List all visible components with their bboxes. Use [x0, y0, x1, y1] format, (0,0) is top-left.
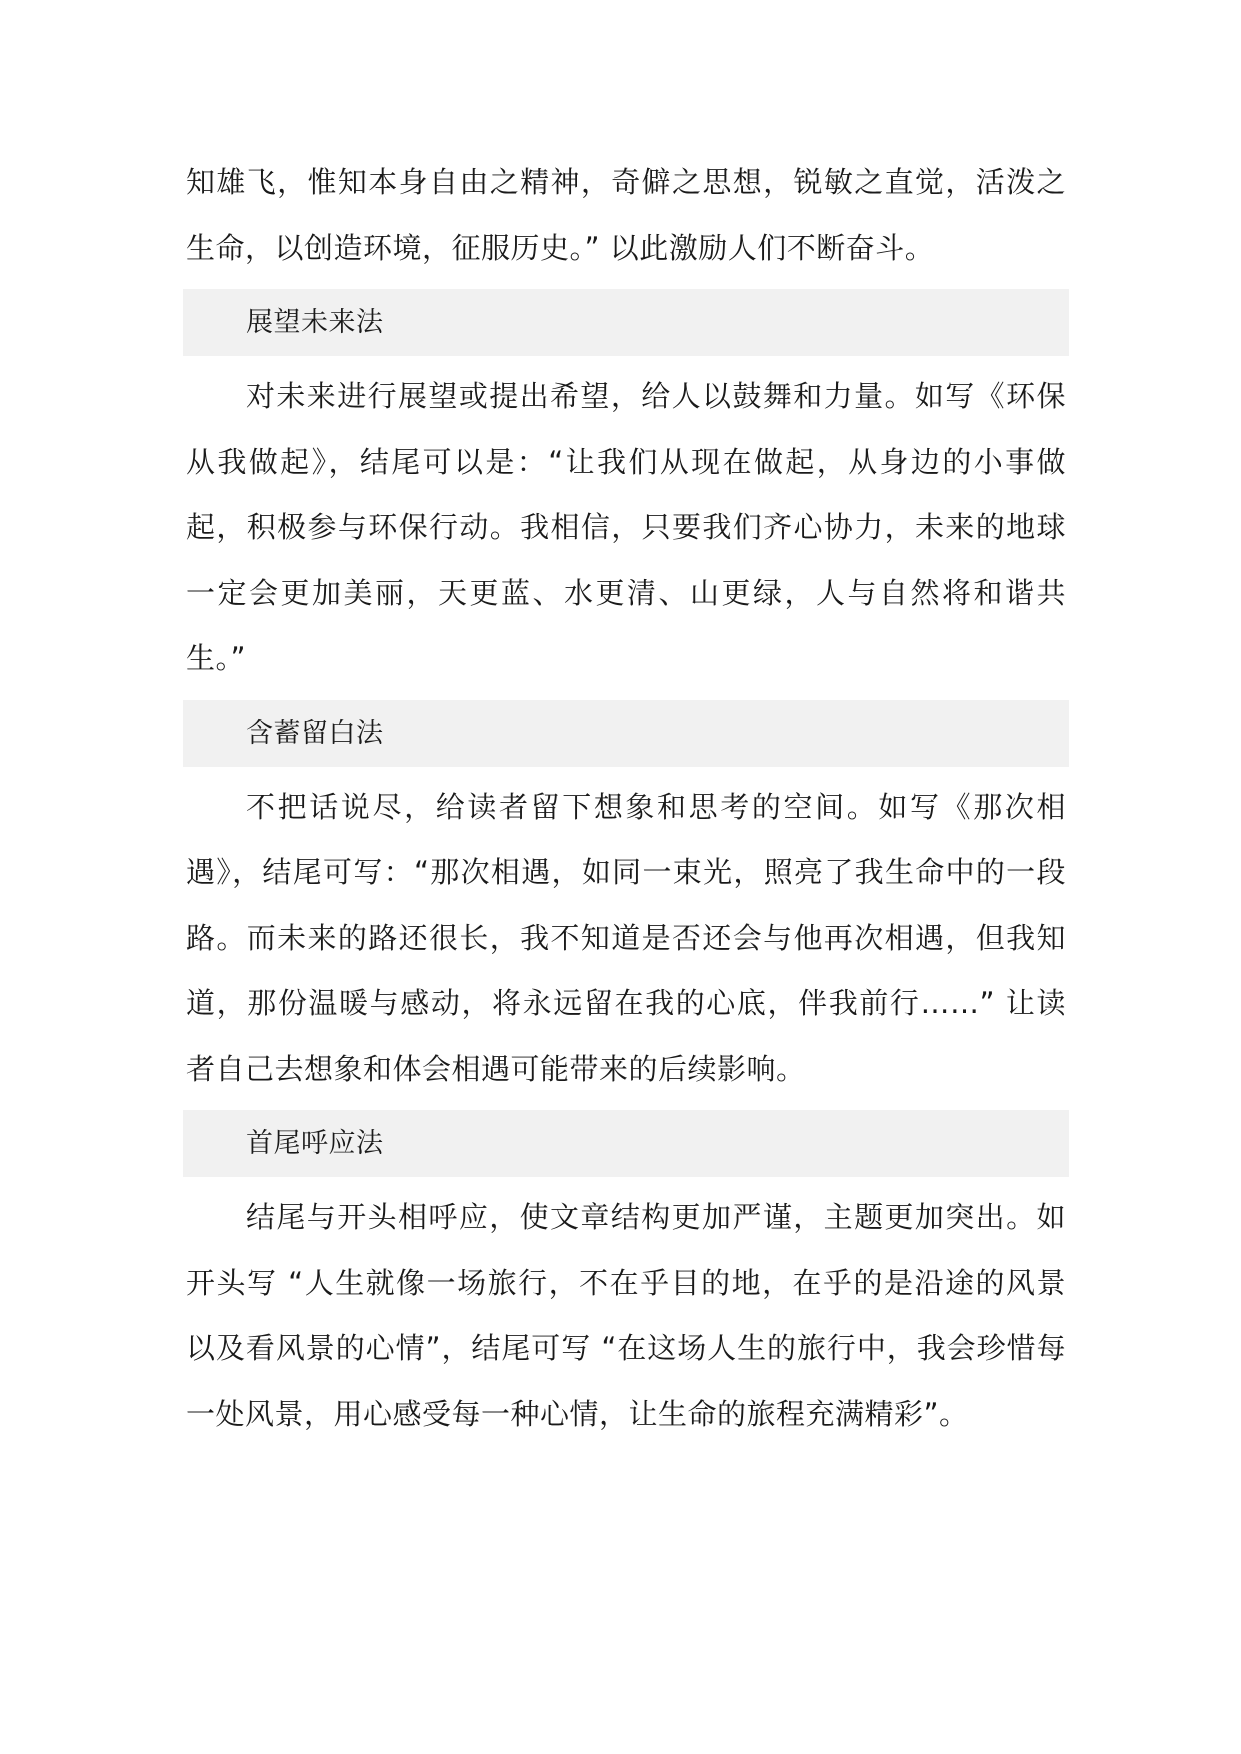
heading-implicit-blank: 含蓄留白法 [183, 700, 1069, 767]
document-page [186, 150, 1066, 1447]
paragraph-future-outlook: 对未来进行展望或提出希望，给人以鼓舞和力量。如写《环保从我做起》，结尾可以是：“让我们从现在做起，从身边的小事做起，积极参与环保行动。我相信，只要我们齐心协力，未来的地球一定会更加美丽，天更蓝、水更清、山更绿，人与自然将和谐共生。” [186, 379, 1066, 675]
heading-echo-beginning-end: 首尾呼应法 [183, 1110, 1069, 1177]
heading-future-outlook: 展望未来法 [183, 289, 1069, 356]
paragraph-intro-continuation: 知雄飞，惟知本身自由之精神，奇僻之思想，锐敏之直觉，活泼之生命，以创造环境，征服历史。” 以此激励人们不断奋斗。 [186, 165, 1066, 265]
paragraph-implicit-blank: 不把话说尽，给读者留下想象和思考的空间。如写《那次相遇》，结尾可写：“那次相遇，如同一束光，照亮了我生命中的一段路。而未来的路还很长，我不知道是否还会与他再次相遇，但我知道，那份温暖与感动，将永远留在我的心底，伴我前行……” 让读者自己去想象和体会相遇可能带来的后续影响。 [186, 789, 1066, 1086]
paragraph-echo-beginning-end: 结尾与开头相呼应，使文章结构更加严谨，主题更加突出。如开头写 “人生就像一场旅行，不在乎目的地，在乎的是沿途的风景以及看风景的心情”，结尾可写 “在这场人生的旅行中，我会珍惜每一处风景，用心感受每一种心情，让生命的旅程充满精彩”。 [186, 1200, 1066, 1431]
